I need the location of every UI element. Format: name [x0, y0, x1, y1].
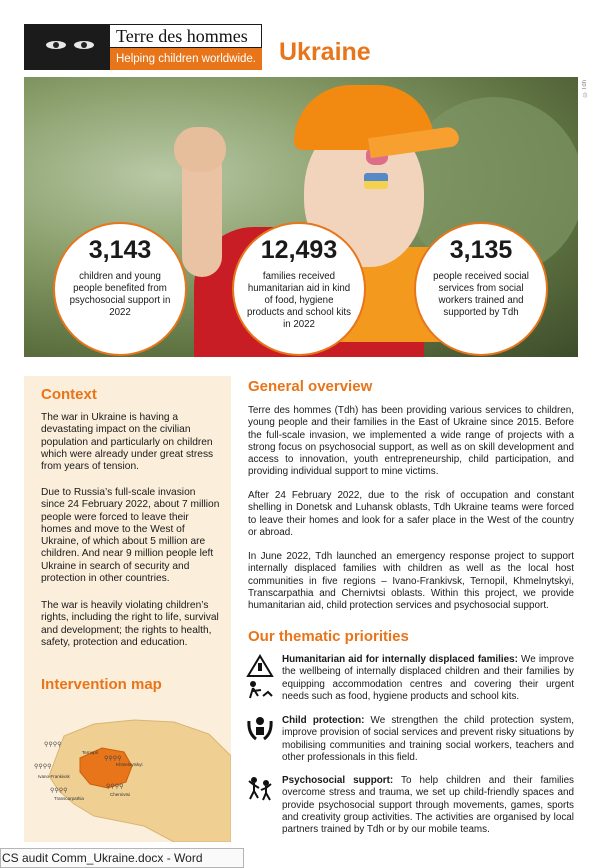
- tdh-logo: [24, 24, 262, 70]
- stat-label: people received social services from social workers trained and supported by Tdh: [433, 271, 529, 318]
- ukraine-outline: [49, 720, 231, 842]
- logo-name: Terre des hommes: [110, 24, 262, 48]
- ukraine-flag-face-paint: [364, 173, 388, 189]
- svg-text:⚲⚲⚲⚲: ⚲⚲⚲⚲: [106, 783, 124, 790]
- context-sidebar: [24, 376, 231, 842]
- priority-text: Psychosocial support: To help children and their families overcome stress and trauma, we set up child-friendly spaces and provide psychosocial support through movements, games, sports and creativity group activities. The activities are organised by local partners trained by Tdh or by our mobile teams.: [282, 775, 574, 836]
- svg-text:⚲⚲⚲⚲: ⚲⚲⚲⚲: [104, 755, 122, 762]
- overview-heading: General overview: [248, 378, 373, 395]
- map-label: Chernivtsi: [110, 792, 131, 797]
- overview-paragraph: In June 2022, Tdh launched an emergency response project to support internally displaced families with children as well as the local host communities in five regions – Ivano-Frankivsk, Ternopil, Khmelnytskyi, Transcarpathia and Chernivtsi oblasts. Within this project, we provide humanitarian aid, child protection services and psychosocial support.: [248, 551, 574, 612]
- psychosocial-support-icon: [246, 775, 274, 801]
- photo-credit: ©Tdh: [582, 80, 588, 97]
- stat-number: 3,135: [449, 236, 513, 264]
- svg-text:⚲⚲⚲⚲: ⚲⚲⚲⚲: [34, 763, 52, 770]
- logo-tagline: Helping children worldwide.: [110, 48, 262, 70]
- intervention-map-heading: Intervention map: [41, 676, 162, 693]
- humanitarian-aid-icon: [246, 654, 274, 706]
- stat-number: 12,493: [260, 236, 338, 264]
- context-paragraph: The war in Ukraine is having a devastating impact on the civilian population and particularly on children which were already under great stress from years of tension.: [41, 412, 214, 473]
- overview-paragraph: Terre des hommes (Tdh) has been providing various services to children, young people and their families in the East of Ukraine since 2015. Before the full-scale invasion, we implemented a wide range of projects with a strong focus on psychosocial support, as well as on skill development and access to innovation, youth entrepreneurship, child participation, and providing individual support to mine victims.: [248, 405, 574, 478]
- taskbar-window-tooltip[interactable]: CS audit Comm_Ukraine.docx - Word: [0, 848, 244, 868]
- priorities-heading: Our thematic priorities: [248, 628, 409, 645]
- stat-label: families received humanitarian aid in kind of food, hygiene products and school kits in 2022: [247, 271, 351, 330]
- intervention-map: [24, 696, 231, 842]
- child-protection-icon: [246, 715, 274, 741]
- logo-face-image: [24, 24, 110, 70]
- context-paragraph: The war is heavily violating children’s rights, including the right to life, survival and development; the rights to health, safety, protection and education.: [41, 600, 219, 648]
- map-label: Transcarpathia: [54, 796, 84, 801]
- stat-circle-psychosocial: [53, 222, 187, 356]
- stat-circle-social-services: [414, 222, 548, 356]
- svg-text:⚲⚲⚲⚲: ⚲⚲⚲⚲: [50, 787, 68, 794]
- overview-paragraph: After 24 February 2022, due to the risk of occupation and constant shelling in Donetsk and Luhansk oblasts, Tdh Ukraine teams were forced to leave their homes and look for a safer place in the West of the country or abroad.: [248, 490, 574, 538]
- svg-text:⚲⚲⚲⚲: ⚲⚲⚲⚲: [44, 741, 62, 748]
- context-heading: Context: [41, 386, 97, 403]
- stat-number: 3,143: [88, 236, 152, 264]
- page-title: Ukraine: [279, 38, 371, 66]
- stat-label: children and young people benefited from psychosocial support in 2022: [69, 271, 171, 318]
- map-label: Ivano-Frankivsk: [38, 774, 70, 779]
- priority-text: Humanitarian aid for internally displaced families: We improve the wellbeing of internally displaced children and their families by equipping accommodation centres and covering their urgent needs such as food, hygiene products and school kits.: [282, 654, 574, 702]
- map-label: Khmelnytskyi: [116, 762, 143, 767]
- stat-circle-families: [232, 222, 366, 356]
- priority-text: Child protection: We strengthen the child protection system, improve provision of social services and prevent risky situations by mobilising communities and training social workers, teachers and other professionals in this field.: [282, 715, 574, 763]
- context-paragraph: Due to Russia’s full-scale invasion since 24 February 2022, about 7 million people were forced to leave their homes and move to the West of Ukraine, of which about 5 million are children. And near 9 million people left Ukraine in search of security and protection in other countries.: [41, 487, 220, 585]
- map-label: Ternopil: [82, 750, 98, 755]
